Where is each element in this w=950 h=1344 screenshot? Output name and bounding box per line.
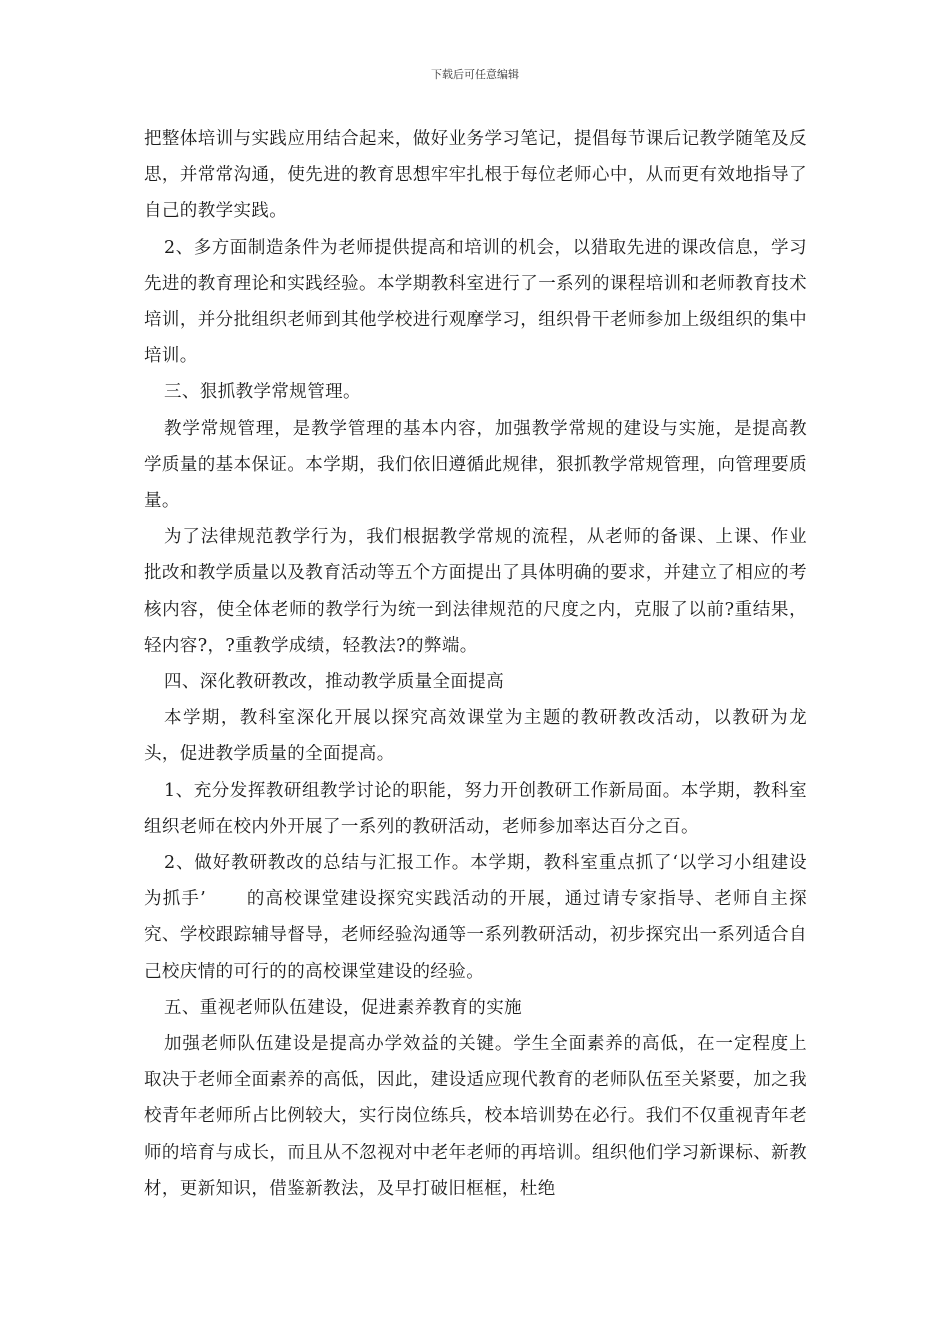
paragraph-summary-report-part-b: 的高校课堂建设探究实践活动的开展，通过请专家指导、老师自主探究、学校跟踪辅导督导，老师经验沟通等一系列教研活动，初步探究出一系列适合自己校庆情的可行的的高校课堂建设的经验。	[144, 889, 807, 982]
section-heading-3: 三、狠抓教学常规管理。	[164, 382, 361, 403]
paragraph-teacher-team: 加强老师队伍建设是提高办学效益的关键。学生全面素养的高低，在一定程度上取决于老师全面素养的高低，因此，建设适应现代教育的老师队伍至关紧要，加之我校青年老师所占比例较大，实行岗位练兵，校本培训势在必行。我们不仅重视青年老师的培育与成长，而且从不忽视对中老年老师的再培训。组织他们学习新课标、新教材，更新知识，借鉴新教法，及早打破旧框框，杜绝	[144, 1034, 807, 1199]
section-heading-4: 四、深化教研教改，推动教学质量全面提高	[164, 672, 505, 693]
paragraph-research-reform: 本学期，教科室深化开展以探究高效课堂为主题的教研教改活动，以教研为龙头，促进教学质量的全面提高。	[144, 708, 807, 765]
section-heading-5: 五、重视老师队伍建设，促进素养教育的实施	[164, 997, 522, 1018]
paragraph-research-groups: 1、充分发挥教研组教学讨论的职能，努力开创教研工作新局面。本学期，教科室组织老师在校内外开展了一系列的教研活动，老师参加率达百分之百。	[144, 780, 807, 837]
paragraph-continuation: 把整体培训与实践应用结合起来，做好业务学习笔记，提倡每节课后记教学随笔及反思，并常常沟通，使先进的教育思想牢牢扎根于每位老师心中，从而更有效地指导了自己的教学实践。	[144, 129, 807, 222]
paragraph-summary-report	[144, 845, 807, 990]
paragraph-training-opportunities: 2、多方面制造条件为老师提供提高和培训的机会，以猎取先进的课改信息，学习先进的教育理论和实践经验。本学期教科室进行了一系列的课程培训和老师教育技术培训，并分批组织老师到其他学校进行观摩学习，组织骨干老师参加上级组织的集中培训。	[144, 237, 807, 367]
paragraph-routine-management: 教学常规管理，是教学管理的基本内容，加强教学常规的建设与实施，是提高教学质量的基本保证。本学期，我们依旧遵循此规律，狠抓教学常规管理，向管理要质量。	[144, 418, 807, 512]
paragraph-summary-report-part-a: 2、做好教研教改的总结与汇报工作。本学期，教科室重点抓了‘以学习小组建设为抓手’	[144, 853, 807, 910]
paragraph-standardize-teaching: 为了法律规范教学行为，我们根据教学常规的流程，从老师的备课、上课、作业批改和教学质量以及教育活动等五个方面提出了具体明确的要求，并建立了相应的考核内容，使全体老师的教学行为统一到法律规范的尺度之内，克服了以前?重结果，轻内容?，?重教学成绩，轻教法?的弊端。	[144, 527, 807, 656]
document-body	[144, 121, 807, 1207]
page-header: 下载后可任意编辑	[431, 68, 519, 81]
